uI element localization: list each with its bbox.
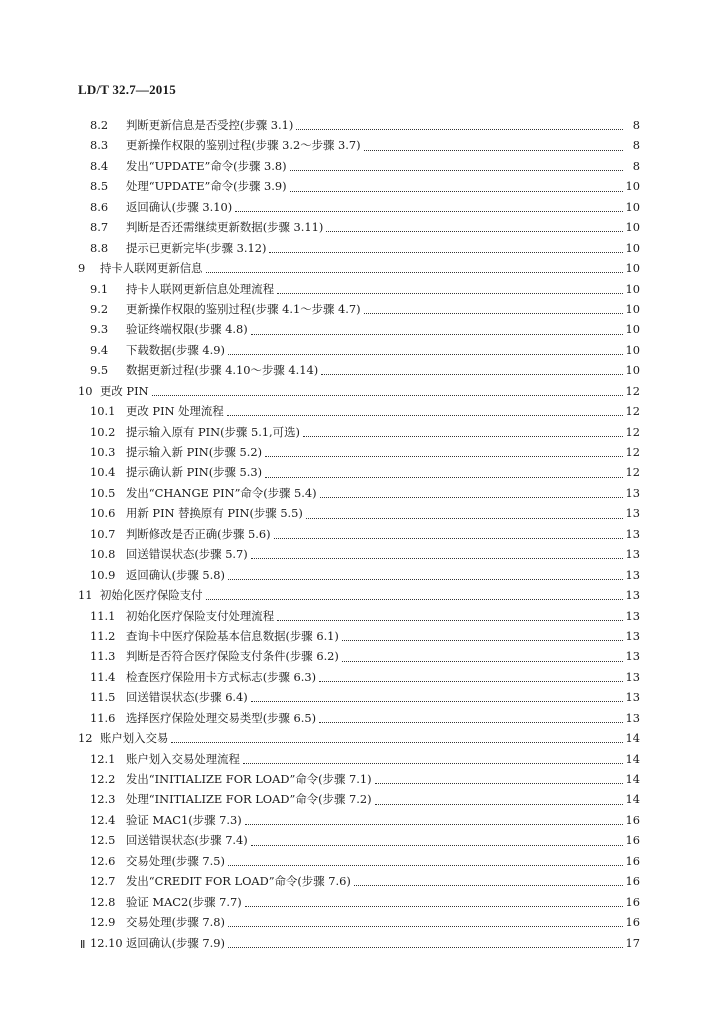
toc-entry[interactable]	[78, 281, 640, 301]
toc-entry-number: 12	[78, 731, 93, 746]
toc-entry[interactable]	[78, 362, 640, 382]
toc-entry[interactable]	[78, 546, 640, 566]
toc-entry[interactable]	[78, 260, 640, 280]
toc-entry-number: 11.6	[90, 710, 116, 725]
dot-leader	[228, 864, 623, 866]
page-number-roman: Ⅱ	[80, 939, 86, 951]
toc-entry-page: 13	[625, 547, 640, 562]
table-of-contents	[78, 117, 640, 955]
toc-entry-page: 16	[625, 874, 640, 889]
toc-entry[interactable]	[78, 935, 640, 955]
toc-entry-number: 12.9	[90, 915, 116, 930]
toc-entry-number: 11.4	[90, 669, 116, 684]
toc-entry-title: 判断修改是否正确(步骤 5.6)	[126, 526, 271, 541]
toc-entry[interactable]	[78, 199, 640, 219]
toc-entry-number: 12.10	[90, 935, 123, 950]
toc-entry-number: 12.1	[90, 751, 116, 766]
toc-entry-number: 10.4	[90, 465, 116, 480]
toc-entry[interactable]	[78, 219, 640, 239]
toc-entry[interactable]	[78, 342, 640, 362]
toc-entry[interactable]	[78, 505, 640, 525]
toc-entry[interactable]	[78, 444, 640, 464]
toc-entry-page: 12	[625, 424, 640, 439]
toc-entry-title: 提示输入原有 PIN(步骤 5.1,可选)	[126, 424, 300, 439]
toc-entry[interactable]	[78, 751, 640, 771]
dot-leader	[235, 210, 622, 212]
toc-entry-number: 11.2	[90, 628, 116, 643]
toc-entry[interactable]	[78, 853, 640, 873]
dot-leader	[319, 680, 622, 682]
toc-entry-page: 10	[625, 199, 640, 214]
toc-entry-page: 10	[625, 220, 640, 235]
toc-entry-page: 13	[625, 485, 640, 500]
toc-entry-page: 16	[625, 915, 640, 930]
toc-entry-page: 13	[625, 710, 640, 725]
toc-entry-title: 判断是否符合医疗保险支付条件(步骤 6.2)	[126, 649, 339, 664]
dot-leader	[171, 741, 622, 743]
toc-entry-title: 返回确认(步骤 3.10)	[126, 199, 233, 214]
toc-entry-number: 9.4	[90, 342, 109, 357]
toc-entry-page: 10	[625, 342, 640, 357]
toc-entry-page: 10	[625, 261, 640, 276]
dot-leader	[251, 557, 623, 559]
toc-entry-number: 9.1	[90, 281, 109, 296]
toc-entry-number: 10.7	[90, 526, 116, 541]
toc-entry-page: 10	[625, 281, 640, 296]
toc-entry-page: 13	[625, 690, 640, 705]
toc-entry-page: 13	[625, 588, 640, 603]
toc-entry-title: 更新操作权限的鉴别过程(步骤 4.1～步骤 4.7)	[126, 301, 361, 316]
toc-entry-page: 13	[625, 649, 640, 664]
toc-entry-title: 判断更新信息是否受控(步骤 3.1)	[126, 118, 294, 132]
toc-entry[interactable]	[78, 628, 640, 648]
toc-entry-title: 更改 PIN 处理流程	[126, 404, 224, 419]
dot-leader	[228, 946, 623, 948]
dot-leader	[306, 517, 623, 519]
dot-leader	[245, 823, 623, 825]
toc-entry-page: 16	[625, 833, 640, 848]
toc-entry-page: 13	[625, 526, 640, 541]
toc-entry[interactable]	[78, 648, 640, 668]
dot-leader	[269, 251, 622, 253]
toc-entry-number: 11	[78, 588, 93, 603]
dot-leader	[290, 190, 623, 192]
toc-entry-number: 10	[78, 383, 93, 398]
standard-number: LD/T 32.7—2015	[78, 82, 176, 97]
toc-entry-title: 回送错误状态(步骤 6.4)	[126, 690, 248, 705]
toc-entry-title: 处理“UPDATE”命令(步骤 3.9)	[126, 179, 287, 194]
toc-entry[interactable]	[78, 832, 640, 852]
dot-leader	[326, 230, 622, 232]
toc-entry[interactable]	[78, 321, 640, 341]
toc-entry-title: 提示输入新 PIN(步骤 5.2)	[126, 445, 263, 459]
dot-leader	[206, 271, 623, 273]
toc-entry-title: 用新 PIN 替换原有 PIN(步骤 5.5)	[126, 506, 303, 521]
toc-entry-number: 10.5	[90, 485, 116, 500]
dot-leader	[354, 884, 623, 886]
toc-entry[interactable]	[78, 485, 640, 505]
dot-leader	[228, 353, 623, 355]
toc-entry-page: 16	[625, 812, 640, 827]
toc-entry[interactable]	[78, 567, 640, 587]
toc-entry-page: 16	[625, 894, 640, 909]
toc-entry-number: 8.2	[90, 118, 109, 132]
toc-entry-title: 提示已更新完毕(步骤 3.12)	[126, 240, 267, 255]
toc-entry[interactable]	[78, 710, 640, 730]
toc-entry-number: 8.7	[90, 220, 109, 235]
toc-entry-number: 12.5	[90, 833, 116, 848]
toc-entry[interactable]	[78, 587, 640, 607]
dot-leader	[364, 312, 623, 314]
toc-entry[interactable]	[78, 158, 640, 178]
toc-entry-title: 更改 PIN	[100, 383, 149, 398]
toc-entry[interactable]	[78, 240, 640, 260]
dot-leader	[319, 721, 622, 723]
toc-entry-title: 判断是否还需继续更新数据(步骤 3.11)	[126, 220, 324, 235]
toc-entry[interactable]	[78, 812, 640, 832]
toc-entry-number: 10.6	[90, 506, 116, 521]
toc-entry-title: 初始化医疗保险支付	[100, 588, 203, 603]
toc-entry-page: 16	[625, 853, 640, 868]
toc-entry-number: 12.7	[90, 874, 116, 889]
toc-entry[interactable]	[78, 608, 640, 628]
toc-entry-title: 验证 MAC1(步骤 7.3)	[126, 812, 242, 827]
toc-entry-title: 回送错误状态(步骤 5.7)	[126, 547, 248, 562]
dot-leader	[342, 639, 623, 641]
toc-entry[interactable]	[78, 669, 640, 689]
dot-leader	[342, 660, 623, 662]
toc-entry-page: 10	[625, 179, 640, 194]
toc-entry[interactable]	[78, 464, 640, 484]
toc-entry-page: 8	[632, 138, 640, 153]
dot-leader	[243, 762, 623, 764]
toc-entry-page: 14	[625, 751, 640, 766]
toc-entry[interactable]	[78, 730, 640, 750]
toc-entry[interactable]	[78, 117, 640, 137]
dot-leader	[251, 700, 623, 702]
toc-entry-number: 8.5	[90, 179, 109, 194]
dot-leader	[251, 844, 623, 846]
toc-entry[interactable]	[78, 771, 640, 791]
toc-entry-page: 12	[625, 383, 640, 398]
toc-entry-number: 12.4	[90, 812, 116, 827]
toc-entry-page: 13	[625, 506, 640, 521]
toc-entry-page: 10	[625, 240, 640, 255]
toc-entry-page: 10	[625, 363, 640, 378]
dot-leader	[227, 414, 623, 416]
toc-entry-number: 9.3	[90, 322, 109, 337]
dot-leader	[152, 394, 623, 396]
dot-leader	[228, 578, 623, 580]
dot-leader	[265, 476, 622, 478]
dot-leader	[277, 292, 622, 294]
toc-entry-title: 发出“UPDATE”命令(步骤 3.8)	[126, 158, 287, 173]
toc-entry-title: 返回确认(步骤 7.9)	[126, 935, 225, 950]
toc-entry-title: 检查医疗保险用卡方式标志(步骤 6.3)	[126, 669, 317, 684]
dot-leader	[274, 537, 623, 539]
toc-entry-page: 12	[625, 404, 640, 419]
toc-entry-page: 14	[625, 731, 640, 746]
toc-entry-title: 持卡人联网更新信息处理流程	[126, 281, 275, 296]
toc-entry[interactable]	[78, 791, 640, 811]
toc-entry-page: 13	[625, 608, 640, 623]
dot-leader	[277, 619, 622, 621]
toc-entry-title: 交易处理(步骤 7.8)	[126, 915, 225, 930]
dot-leader	[375, 782, 623, 784]
toc-entry-title: 返回确认(步骤 5.8)	[126, 567, 225, 582]
toc-entry-title: 处理“INITIALIZE FOR LOAD”命令(步骤 7.2)	[126, 792, 372, 807]
dot-leader	[375, 803, 623, 805]
toc-entry-title: 发出“CHANGE PIN”命令(步骤 5.4)	[126, 485, 317, 500]
toc-entry-number: 8.6	[90, 199, 109, 214]
toc-entry[interactable]	[78, 424, 640, 444]
dot-leader	[364, 149, 623, 151]
toc-entry-page: 8	[632, 118, 640, 132]
toc-entry-number: 8.3	[90, 138, 109, 153]
toc-entry[interactable]	[78, 301, 640, 321]
toc-entry-title: 账户划入交易处理流程	[126, 751, 240, 766]
toc-entry-page: 14	[625, 772, 640, 786]
toc-entry-page: 14	[625, 792, 640, 807]
toc-entry-number: 12.3	[90, 792, 116, 807]
toc-entry-title: 发出“INITIALIZE FOR LOAD”命令(步骤 7.1)	[126, 772, 372, 786]
toc-entry-title: 查询卡中医疗保险基本信息数据(步骤 6.1)	[126, 628, 339, 643]
toc-entry-number: 12.8	[90, 894, 116, 909]
toc-entry-page: 8	[632, 158, 640, 173]
toc-entry-number: 9.5	[90, 363, 109, 378]
toc-entry-number: 10.2	[90, 424, 116, 439]
toc-entry[interactable]	[78, 914, 640, 934]
toc-entry-title: 选择医疗保险处理交易类型(步骤 6.5)	[126, 710, 317, 725]
toc-entry-page: 10	[625, 322, 640, 337]
toc-entry-page: 10	[625, 301, 640, 316]
toc-entry-title: 发出“CREDIT FOR LOAD”命令(步骤 7.6)	[126, 874, 351, 889]
toc-entry-page: 17	[625, 935, 640, 950]
toc-entry-number: 8.8	[90, 240, 109, 255]
toc-entry-number: 8.4	[90, 158, 109, 173]
toc-entry[interactable]	[78, 403, 640, 423]
dot-leader	[321, 373, 622, 375]
dot-leader	[228, 925, 623, 927]
toc-entry[interactable]	[78, 526, 640, 546]
toc-entry-number: 11.3	[90, 649, 116, 664]
toc-entry[interactable]	[78, 689, 640, 709]
toc-entry-page: 12	[625, 465, 640, 480]
toc-entry-title: 数据更新过程(步骤 4.10～步骤 4.14)	[126, 363, 319, 378]
toc-entry[interactable]	[78, 383, 640, 403]
dot-leader	[290, 169, 623, 171]
toc-entry-title: 初始化医疗保险支付处理流程	[126, 608, 275, 623]
toc-entry-title: 回送错误状态(步骤 7.4)	[126, 833, 248, 848]
toc-entry-page: 12	[625, 445, 640, 459]
toc-entry-number: 11.5	[90, 690, 116, 705]
toc-entry-number: 12.6	[90, 853, 116, 868]
toc-entry-page: 13	[625, 628, 640, 643]
dot-leader	[303, 435, 623, 437]
toc-entry-title: 验证终端权限(步骤 4.8)	[126, 322, 248, 337]
toc-entry[interactable]	[78, 873, 640, 893]
dot-leader	[296, 128, 623, 130]
toc-entry-number: 9.2	[90, 301, 109, 316]
toc-entry[interactable]	[78, 137, 640, 157]
toc-entry-number: 10.9	[90, 567, 116, 582]
toc-entry-title: 验证 MAC2(步骤 7.7)	[126, 894, 242, 909]
toc-entry-number: 10.1	[90, 404, 116, 419]
toc-entry-title: 下载数据(步骤 4.9)	[126, 342, 225, 357]
toc-entry-number: 12.2	[90, 772, 116, 786]
toc-entry-title: 更新操作权限的鉴别过程(步骤 3.2～步骤 3.7)	[126, 138, 361, 153]
dot-leader	[251, 333, 623, 335]
toc-entry-page: 13	[625, 567, 640, 582]
dot-leader	[320, 496, 623, 498]
toc-entry-number: 10.3	[90, 445, 116, 459]
toc-entry-page: 13	[625, 669, 640, 684]
toc-entry-title: 账户划入交易	[100, 731, 169, 746]
toc-entry-title: 持卡人联网更新信息	[100, 261, 203, 276]
dot-leader	[206, 598, 623, 600]
dot-leader	[245, 905, 623, 907]
toc-entry[interactable]	[78, 894, 640, 914]
toc-entry-title: 交易处理(步骤 7.5)	[126, 853, 225, 868]
toc-entry-number: 10.8	[90, 547, 116, 562]
toc-entry-title: 提示确认新 PIN(步骤 5.3)	[126, 465, 263, 480]
toc-entry-number: 11.1	[90, 608, 116, 623]
toc-entry-number: 9	[78, 261, 86, 276]
dot-leader	[265, 455, 622, 457]
toc-entry[interactable]	[78, 178, 640, 198]
